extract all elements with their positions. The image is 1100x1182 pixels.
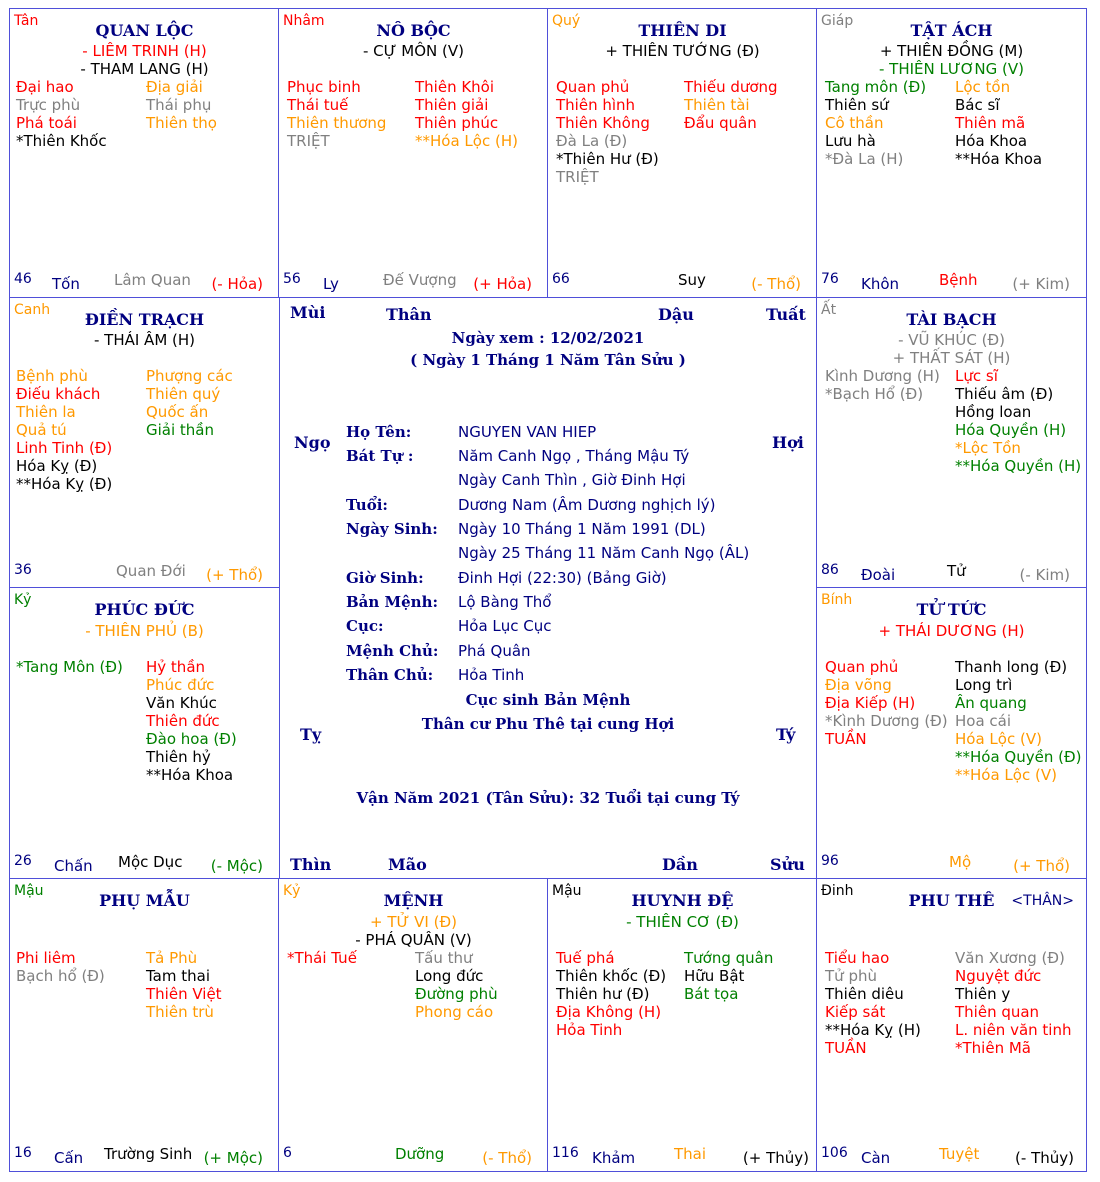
minor-star: Thiếu âm (Đ) <box>955 385 1054 403</box>
info-label: Cục: <box>346 617 384 635</box>
minor-star: *Thái Tuế <box>287 949 357 967</box>
minor-star: Thiên đức <box>146 712 220 730</box>
minor-star: Nguyệt đức <box>955 967 1042 985</box>
minor-star: Thiên hình <box>556 96 636 114</box>
palace-name: PHÚC ĐỨC <box>94 600 195 619</box>
than-marker: <THÂN> <box>1011 893 1074 909</box>
trigram: Cấn <box>54 1149 84 1167</box>
age-number: 96 <box>821 853 839 869</box>
minor-star: Tam thai <box>146 967 210 985</box>
palace-name: PHỤ MẪU <box>99 891 190 910</box>
minor-star: Tả Phù <box>146 949 198 967</box>
branch-label: Tỵ <box>300 725 322 744</box>
minor-star: **Hóa Kỵ (Đ) <box>16 475 113 493</box>
life-stage: Dưỡng <box>395 1145 445 1163</box>
palace-menh <box>278 878 549 1172</box>
minor-star: Quan phủ <box>825 658 899 676</box>
palace-name: PHU THÊ <box>908 891 995 910</box>
minor-star: Địa giải <box>146 78 203 96</box>
minor-star: Thiên thương <box>287 114 387 132</box>
minor-star: **Hóa Lộc (V) <box>955 766 1057 784</box>
minor-star: Thiên Khôi <box>415 78 495 96</box>
minor-star: Lộc tồn <box>955 78 1011 96</box>
minor-star: Đại hao <box>16 78 74 96</box>
age-number: 36 <box>14 562 32 578</box>
minor-star: Bệnh phù <box>16 367 88 385</box>
palace-phuc-duc <box>9 587 280 880</box>
minor-star: Thiên quan <box>955 1003 1040 1021</box>
minor-star: Đường phù <box>415 985 498 1003</box>
trigram: Khảm <box>592 1149 636 1167</box>
palace-huynh-de <box>547 878 818 1172</box>
branch-label: Mão <box>388 855 427 874</box>
minor-star: *Thiên Mã <box>955 1039 1031 1057</box>
palace-name: TÀI BẠCH <box>906 310 997 329</box>
minor-star: Hữu Bật <box>684 967 745 985</box>
minor-star: TUẦN <box>825 1039 867 1057</box>
element: (+ Thổ) <box>1013 857 1070 875</box>
trigram: Chấn <box>54 857 93 875</box>
age-number: 26 <box>14 853 32 869</box>
info-value: Năm Canh Ngọ , Tháng Mậu Tý <box>458 447 690 465</box>
minor-star: Thiên hư (Đ) <box>556 985 650 1003</box>
minor-star: Tử phù <box>825 967 877 985</box>
branch-label: Mùi <box>290 303 326 322</box>
minor-star: Tang môn (Đ) <box>825 78 927 96</box>
minor-star: Giải thần <box>146 421 215 439</box>
info-value: Lộ Bàng Thổ <box>458 593 552 611</box>
element: (- Hỏa) <box>211 275 263 293</box>
minor-star: Linh Tinh (Đ) <box>16 439 113 457</box>
minor-star: Ân quang <box>955 694 1027 712</box>
minor-star: Quốc ấn <box>146 403 209 421</box>
branch-label: Tuất <box>766 305 806 324</box>
element: (+ Kim) <box>1012 275 1070 293</box>
minor-star: Thiên tài <box>684 96 750 114</box>
annual-luck: Vận Năm 2021 (Tân Sửu): 32 Tuổi tại cung Tý <box>356 789 740 807</box>
minor-star: *Thiên Khốc <box>16 132 107 150</box>
palace-name: NÔ BỘC <box>376 21 451 40</box>
main-star: + THIÊN TƯỚNG (Đ) <box>605 42 760 60</box>
minor-star: Thanh long (Đ) <box>955 658 1068 676</box>
minor-star: Đà La (Đ) <box>556 132 628 150</box>
life-stage: Tuyệt <box>939 1145 980 1163</box>
element: (+ Hỏa) <box>473 275 532 293</box>
palace-stem: Mậu <box>14 883 44 899</box>
branch-label: Tý <box>776 725 796 744</box>
palace-stem: Bính <box>821 592 853 608</box>
minor-star: Thiên sứ <box>825 96 889 114</box>
info-value: Ngày Canh Thìn , Giờ Đinh Hợi <box>458 471 686 489</box>
main-star: - THIÊN CƠ (Đ) <box>626 913 739 931</box>
life-stage: Trường Sinh <box>104 1145 193 1163</box>
minor-star: Thiên trù <box>146 1003 214 1021</box>
info-value: Hỏa Lục Cục <box>458 617 552 635</box>
info-value: Ngày 25 Tháng 11 Năm Canh Ngọ (ÂL) <box>458 544 750 562</box>
minor-star: Thiên y <box>955 985 1011 1003</box>
minor-star: Lực sĩ <box>955 367 998 385</box>
minor-star: Thiên quý <box>146 385 221 403</box>
trigram: Khôn <box>861 275 900 293</box>
minor-star: Bát tọa <box>684 985 739 1003</box>
age-number: 86 <box>821 562 839 578</box>
age-number: 106 <box>821 1145 848 1161</box>
age-number: 76 <box>821 271 839 287</box>
minor-star: Thái tuế <box>287 96 349 114</box>
minor-star: Địa Không (H) <box>556 1003 662 1021</box>
palace-stem: Kỷ <box>283 883 301 899</box>
palace-name: ĐIỀN TRẠCH <box>84 310 205 329</box>
element: (- Thủy) <box>1015 1149 1074 1167</box>
main-star: + THIÊN ĐỒNG (M) <box>879 42 1024 60</box>
minor-star: L. niên văn tinh <box>955 1021 1072 1039</box>
minor-star: Thiên giải <box>415 96 489 114</box>
palace-name: TỬ TỨC <box>916 600 987 619</box>
main-star: + THẤT SÁT (H) <box>892 349 1011 367</box>
note-than: Thân cư Phu Thê tại cung Hợi <box>421 715 675 733</box>
view-date: Ngày xem : 12/02/2021 <box>451 329 645 347</box>
palace-tu-tuc <box>816 587 1087 880</box>
minor-star: TRIỆT <box>556 168 599 186</box>
branch-label: Ngọ <box>294 433 331 452</box>
branch-label: Thìn <box>290 855 332 874</box>
minor-star: Phi liêm <box>16 949 76 967</box>
trigram: Tốn <box>52 275 80 293</box>
minor-star: Phượng các <box>146 367 233 385</box>
life-stage: Mộc Dục <box>118 853 183 871</box>
minor-star: Thiên thọ <box>146 114 217 132</box>
main-star: - VŨ KHÚC (Đ) <box>898 331 1005 349</box>
minor-star: TUẦN <box>825 730 867 748</box>
main-star: - THAM LANG (H) <box>80 60 209 78</box>
minor-star: Thiên Không <box>556 114 650 132</box>
trigram: Ly <box>323 275 339 293</box>
minor-star: Phúc đức <box>146 676 215 694</box>
note-cuc: Cục sinh Bản Mệnh <box>465 691 631 709</box>
minor-star: Hóa Lộc (V) <box>955 730 1042 748</box>
palace-dien-trach <box>9 297 280 589</box>
minor-star: Quả tú <box>16 421 67 439</box>
minor-star: Hỷ thần <box>146 658 206 676</box>
minor-star: Long đức <box>415 967 484 985</box>
info-label: Giờ Sinh: <box>346 569 424 587</box>
minor-star: **Hóa Quyền (Đ) <box>955 748 1082 766</box>
palace-name: THIÊN DI <box>638 21 727 40</box>
minor-star: *Tang Môn (Đ) <box>16 658 123 676</box>
minor-star: Quan phủ <box>556 78 630 96</box>
minor-star: Hóa Khoa <box>955 132 1028 150</box>
palace-name: QUAN LỘC <box>95 21 194 40</box>
minor-star: Điếu khách <box>16 385 101 403</box>
palace-tat-ach <box>816 8 1087 298</box>
minor-star: Hồng loan <box>955 403 1032 421</box>
palace-thien-di <box>547 8 818 298</box>
minor-star: Đào hoa (Đ) <box>146 730 237 748</box>
branch-label: Dần <box>662 855 698 874</box>
element: (- Thổ) <box>482 1149 532 1167</box>
info-label: Tuổi: <box>346 496 388 514</box>
info-label: Ngày Sinh: <box>346 520 438 538</box>
main-star: - LIÊM TRINH (H) <box>82 42 207 60</box>
main-star: + TỬ VI (Đ) <box>370 913 457 931</box>
minor-star: Thái phụ <box>146 96 212 114</box>
palace-stem: Nhâm <box>283 13 325 29</box>
main-star: - THIÊN PHỦ (B) <box>85 622 204 640</box>
minor-star: Kiếp sát <box>825 1003 886 1021</box>
trigram: Càn <box>861 1149 891 1167</box>
minor-star: Long trì <box>955 676 1013 694</box>
main-star: - PHÁ QUÂN (V) <box>355 931 472 949</box>
minor-star: Phong cáo <box>415 1003 494 1021</box>
life-stage: Mộ <box>949 853 972 871</box>
palace-stem: Canh <box>14 302 51 318</box>
palace-phu-the <box>816 878 1087 1172</box>
minor-star: **Hóa Lộc (H) <box>415 132 518 150</box>
minor-star: Thiên diêu <box>825 985 904 1003</box>
chart-center <box>278 297 818 881</box>
minor-star: Địa võng <box>825 676 892 694</box>
info-value: Phá Quân <box>458 642 531 660</box>
minor-star: **Hóa Khoa <box>146 766 234 784</box>
main-star: + THÁI DƯƠNG (H) <box>878 622 1025 640</box>
minor-star: *Lộc Tồn <box>955 439 1021 457</box>
life-stage: Tử <box>947 562 966 580</box>
age-number: 6 <box>283 1145 292 1161</box>
minor-star: **Hóa Khoa <box>955 150 1043 168</box>
minor-star: Văn Khúc <box>146 694 217 712</box>
minor-star: Tướng quân <box>684 949 774 967</box>
info-label: Bát Tự : <box>346 447 414 465</box>
branch-label: Thân <box>386 305 432 324</box>
age-number: 56 <box>283 271 301 287</box>
minor-star: Thiên khốc (Đ) <box>556 967 667 985</box>
minor-star: Văn Xương (Đ) <box>955 949 1065 967</box>
element: (+ Thủy) <box>742 1149 809 1167</box>
minor-star: Trực phù <box>16 96 81 114</box>
palace-quan-loc <box>9 8 280 298</box>
palace-stem: Giáp <box>821 13 854 29</box>
minor-star: Bác sĩ <box>955 96 1000 114</box>
minor-star: Thiếu dương <box>684 78 778 96</box>
palace-name: HUYNH ĐỆ <box>631 891 734 910</box>
minor-star: *Đà La (H) <box>825 150 904 168</box>
minor-star: Địa Kiếp (H) <box>825 694 916 712</box>
minor-star: *Kình Dương (Đ) <box>825 712 948 730</box>
lunar-date: ( Ngày 1 Tháng 1 Năm Tân Sửu ) <box>410 351 686 369</box>
minor-star: Hoa cái <box>955 712 1012 730</box>
palace-stem: Đinh <box>821 883 854 899</box>
palace-no-boc <box>278 8 549 298</box>
palace-stem: Ất <box>821 302 837 318</box>
life-stage: Thai <box>674 1145 707 1163</box>
element: (+ Mộc) <box>203 1149 263 1167</box>
palace-stem: Quý <box>552 13 581 29</box>
info-value: Hỏa Tinh <box>458 666 525 684</box>
element: (- Thổ) <box>751 275 801 293</box>
minor-star: Kình Dương (H) <box>825 367 940 385</box>
element: (- Mộc) <box>210 857 263 875</box>
branch-label: Dậu <box>658 305 694 324</box>
minor-star: Hóa Quyền (H) <box>955 421 1067 439</box>
minor-star: **Hóa Quyền (H) <box>955 457 1082 475</box>
palace-name: MỆNH <box>383 891 444 910</box>
element: (- Kim) <box>1019 566 1070 584</box>
minor-star: Tiểu hao <box>825 949 890 967</box>
element: (+ Thổ) <box>206 566 263 584</box>
minor-star: Phá toái <box>16 114 77 132</box>
minor-star: Tuế phá <box>556 949 615 967</box>
main-star: - THIÊN LƯƠNG (V) <box>878 60 1024 78</box>
info-value: NGUYEN VAN HIEP <box>458 423 597 441</box>
info-label: Họ Tên: <box>346 423 412 441</box>
minor-star: Đẩu quân <box>684 114 757 132</box>
minor-star: Lưu hà <box>825 132 876 150</box>
info-label: Bản Mệnh: <box>346 593 439 611</box>
minor-star: *Thiên Hư (Đ) <box>556 150 659 168</box>
minor-star: Thiên la <box>16 403 76 421</box>
info-label: Mệnh Chủ: <box>346 642 439 660</box>
minor-star: Phục binh <box>287 78 361 96</box>
main-star: - CỰ MÔN (V) <box>363 42 464 60</box>
palace-tai-bach <box>816 297 1087 589</box>
minor-star: Thiên mã <box>955 114 1026 132</box>
age-number: 46 <box>14 271 32 287</box>
minor-star: TRIỆT <box>287 132 330 150</box>
life-stage: Đế Vượng <box>383 271 457 289</box>
age-number: 16 <box>14 1145 32 1161</box>
branch-label: Sửu <box>770 855 805 874</box>
minor-star: Hỏa Tinh <box>556 1021 623 1039</box>
info-value: Đinh Hợi (22:30) (Bảng Giờ) <box>458 569 667 587</box>
minor-star: Tấu thư <box>415 949 473 967</box>
palace-stem: Tân <box>14 13 39 29</box>
minor-star: Thiên Việt <box>146 985 222 1003</box>
minor-star: Bạch hổ (Đ) <box>16 967 105 985</box>
life-stage: Bệnh <box>939 271 978 289</box>
life-stage: Quan Đới <box>116 562 186 580</box>
trigram: Đoài <box>861 566 896 584</box>
minor-star: Hóa Kỵ (Đ) <box>16 457 98 475</box>
palace-stem: Kỷ <box>14 592 32 608</box>
palace-stem: Mậu <box>552 883 582 899</box>
minor-star: *Bạch Hổ (Đ) <box>825 385 924 403</box>
main-star: - THÁI ÂM (H) <box>93 331 196 349</box>
minor-star: Cô thần <box>825 114 884 132</box>
info-label: Thân Chủ: <box>346 666 434 684</box>
age-number: 116 <box>552 1145 579 1161</box>
minor-star: **Hóa Kỵ (H) <box>825 1021 921 1039</box>
palace-phu-mau <box>9 878 280 1172</box>
palace-name: TẬT ÁCH <box>910 21 993 40</box>
minor-star: Thiên phúc <box>415 114 499 132</box>
life-stage: Suy <box>678 271 706 289</box>
info-value: Dương Nam (Âm Dương nghịch lý) <box>458 496 716 514</box>
life-stage: Lâm Quan <box>114 271 191 289</box>
age-number: 66 <box>552 271 570 287</box>
minor-star: Thiên hỷ <box>146 748 211 766</box>
branch-label: Hợi <box>772 433 804 452</box>
info-value: Ngày 10 Tháng 1 Năm 1991 (DL) <box>458 520 706 538</box>
